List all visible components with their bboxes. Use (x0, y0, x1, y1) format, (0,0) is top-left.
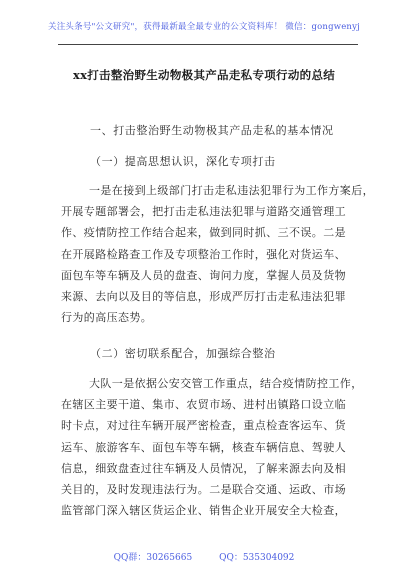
paragraph-line: 关目的，及时发现违法行为。二是联合交通、运政、市场 (61, 483, 346, 497)
header-note: 关注头条号"公文研究"，获得最新最全最专业的公文资料库！ 微信：gongwenyj (48, 22, 360, 32)
paragraph-line: 大队一是依据公安交管工作重点，结合疫情防控工作， (89, 377, 363, 390)
paragraph-line: 时卡点，对过往车辆开展严密检查，重点检查客运车、货 (61, 419, 346, 433)
paragraph-line: 来源、去向以及目的等信息，形成严厉打击走私违法犯罪 (61, 290, 346, 304)
document-title: xx打击整治野生动物极其产品走私专项行动的总结 (72, 68, 336, 82)
paragraph-line: 面包车等车辆及人员的盘查、询问力度，掌握人员及货物 (61, 268, 346, 282)
paragraph-line: 在开展路检路查工作及专项整治工作时，强化对货运车、 (61, 247, 346, 261)
section-heading: 一、打击整治野生动物极其产品走私的基本情况 (90, 124, 334, 137)
header-divider (58, 44, 358, 45)
paragraph-line: 运车、旅游客车、面包车等车辆，核查车辆信息、驾驶人 (61, 440, 346, 454)
paragraph-line: 行为的高压态势。 (61, 311, 153, 325)
subsection-heading-1: （一）提高思想认识，深化专项打击 (90, 155, 276, 168)
footer-contact (0, 550, 408, 563)
paragraph-line: 监管部门深入辖区货运企业、销售企业开展安全大检查， (61, 504, 346, 518)
footer-qq-group: QQ群：30265665 (113, 553, 193, 563)
paragraph-1 (61, 180, 374, 328)
footer-qq: QQ：535304092 (219, 553, 295, 563)
subsection-heading-2: （二）密切联系配合，加强综合整治 (90, 347, 276, 360)
paragraph-2 (61, 373, 361, 521)
paragraph-line: 开展专题部署会，把打击走私违法犯罪与道路交通管理工 (61, 205, 346, 219)
paragraph-line: 在辖区主要干道、集市、农贸市场、进村出镇路口设立临 (61, 398, 346, 412)
paragraph-line: 信息，细致盘查过往车辆及人员情况，了解来源去向及相 (61, 461, 346, 475)
paragraph-line: 作、疫情防控工作结合起来，做到同时抓、三不误。二是 (61, 226, 346, 240)
paragraph-line: 一是在接到上级部门打击走私违法犯罪行为工作方案后， (89, 184, 374, 197)
